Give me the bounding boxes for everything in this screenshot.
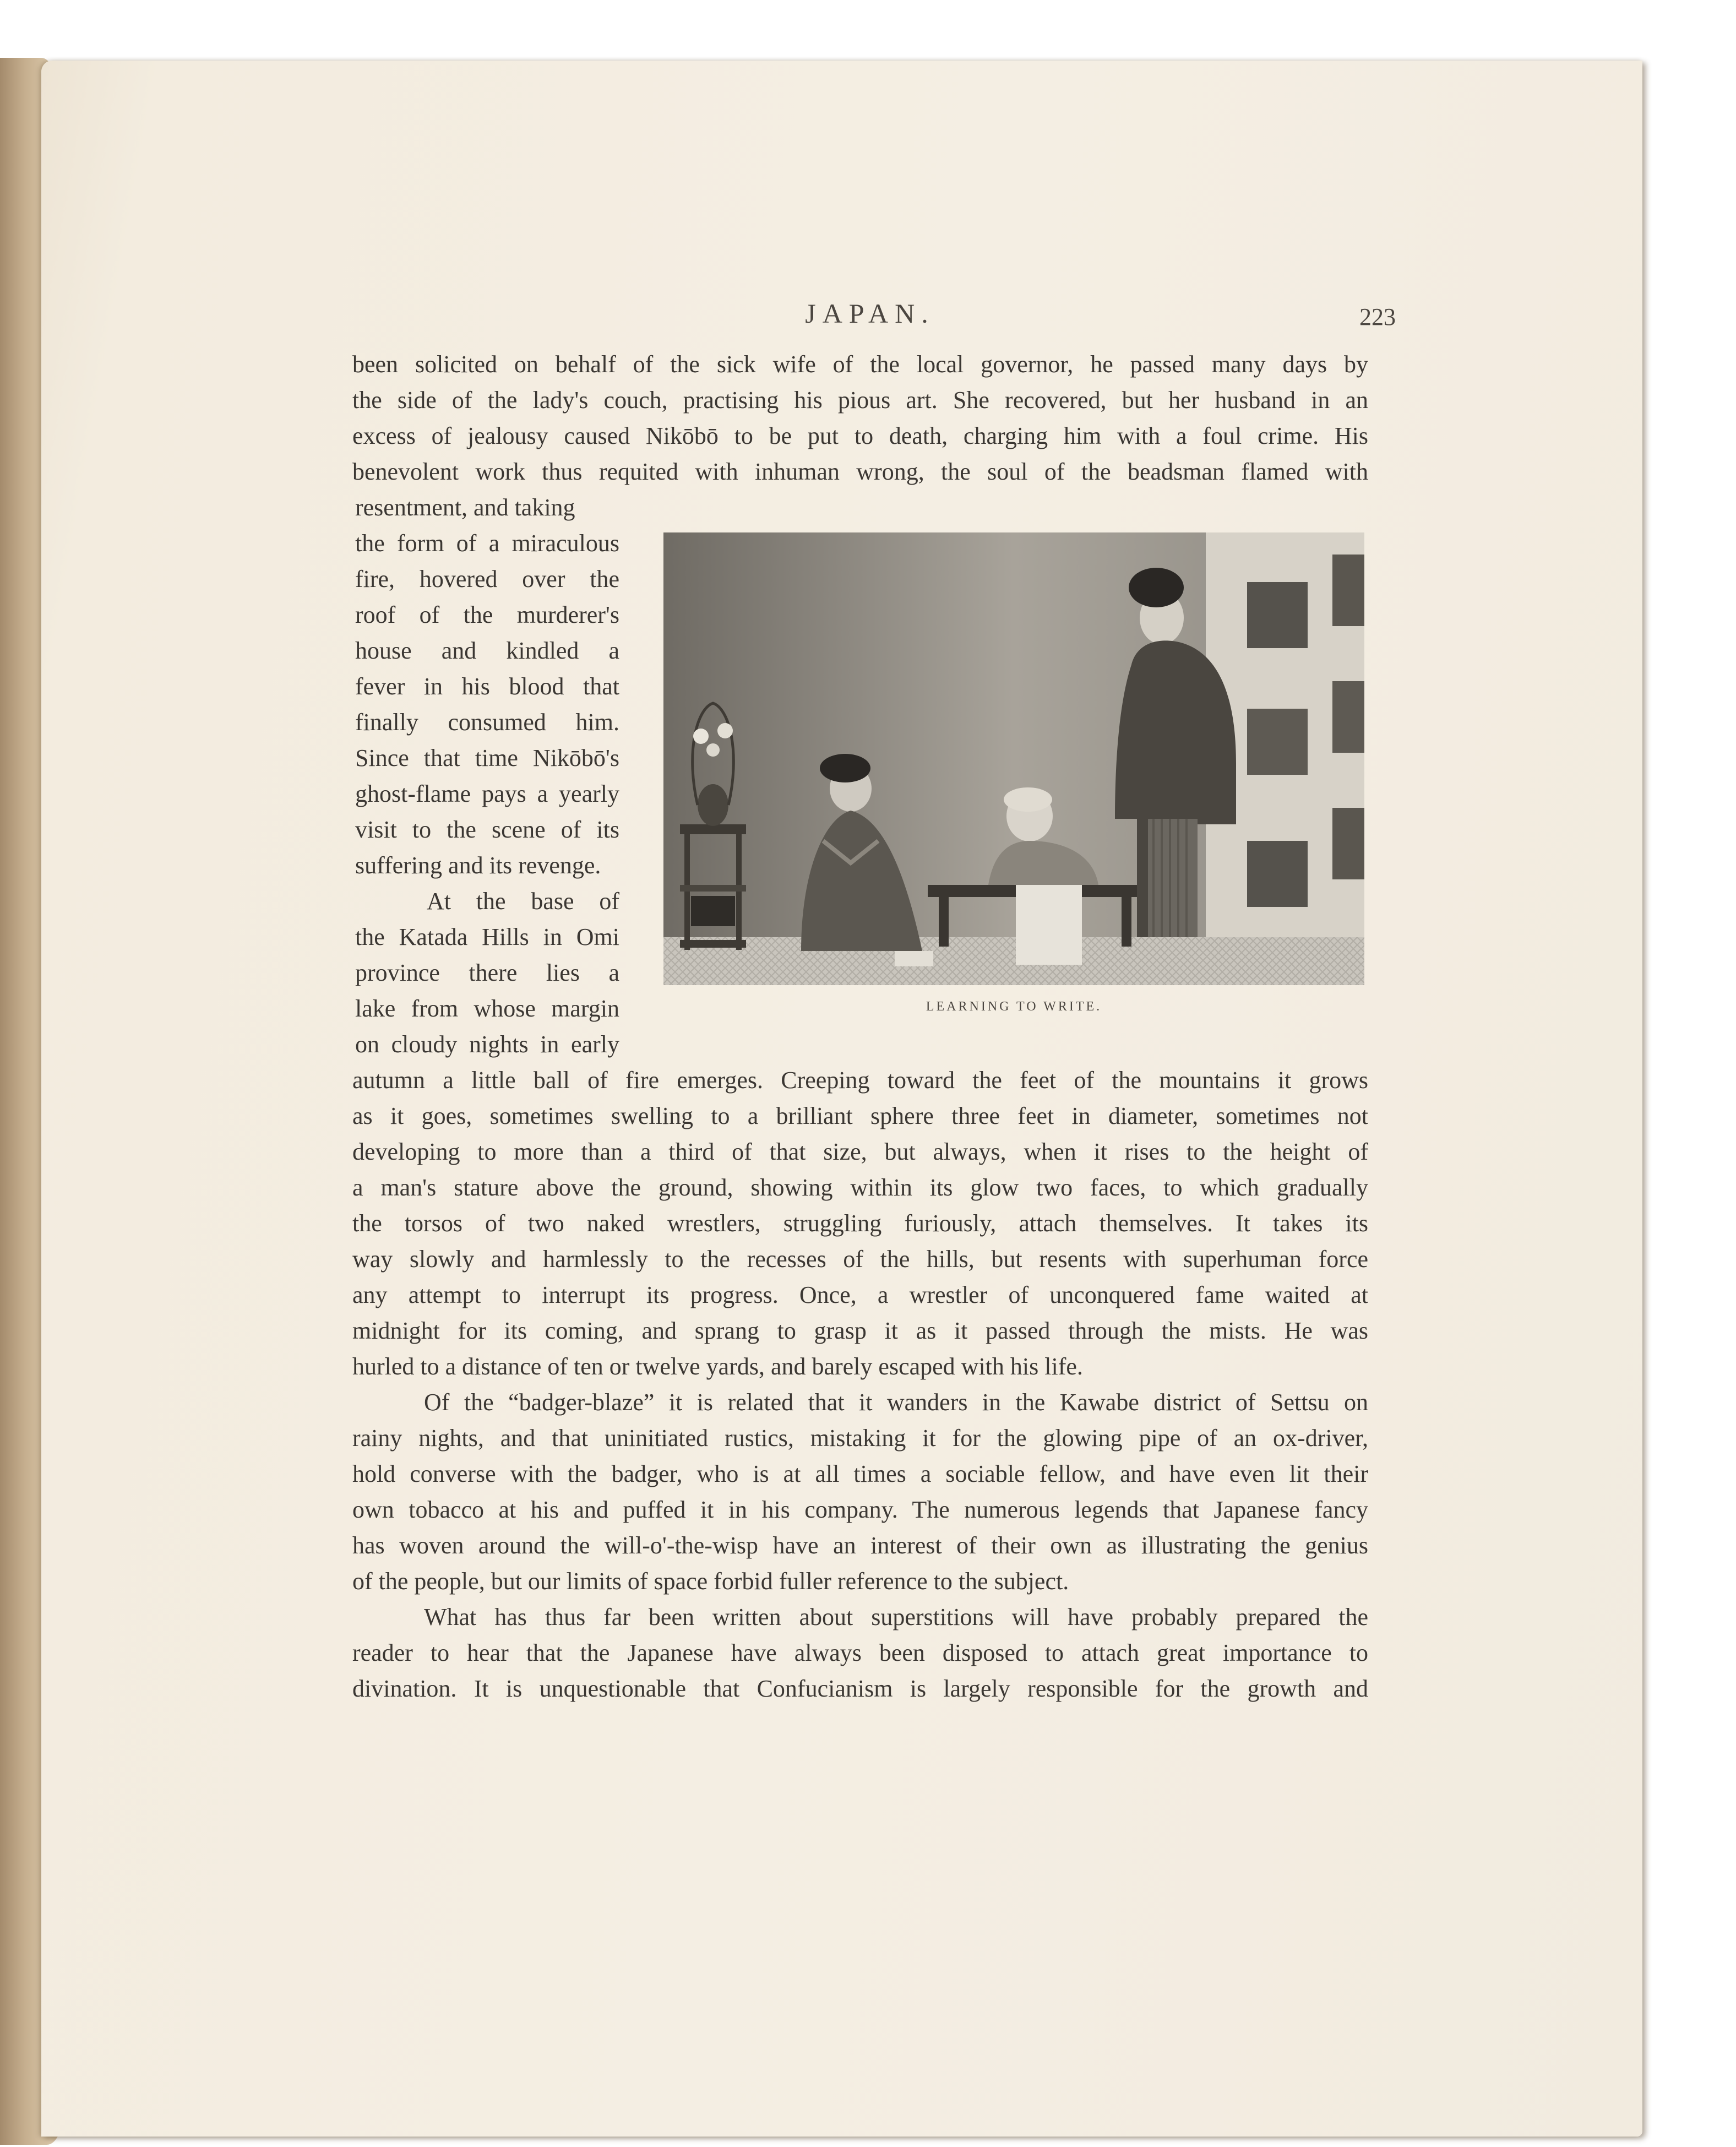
text-line: excess of jealousy caused Nikōbō to be put to death, charging him with a foul crime. His (352, 422, 1368, 449)
photograph-illustration (663, 532, 1364, 985)
text-line: as it goes, sometimes swelling to a brilliant sphere three feet in diameter, sometimes not (352, 1102, 1368, 1129)
photo-caption: LEARNING TO WRITE. (926, 999, 1102, 1014)
text-line: developing to more than a third of that size, but always, when it rises to the height of (352, 1138, 1368, 1165)
text-line: resentment, and taking (355, 494, 575, 521)
page-number: 223 (1359, 303, 1396, 330)
text-line: the torsos of two naked wrestlers, struggling furiously, attach themselves. It takes its (352, 1210, 1368, 1237)
text-line: Since that time Nikōbō's (355, 744, 619, 771)
text-line: ghost-flame pays a yearly (355, 780, 619, 807)
text-line: suffering and its revenge. (355, 852, 601, 879)
text-line: autumn a little ball of fire emerges. Creeping toward the feet of the mountains it grows (352, 1067, 1368, 1094)
text-line: own tobacco at his and puffed it in his company. The numerous legends that Japanese fancy (352, 1496, 1368, 1523)
text-line: hurled to a distance of ten or twelve yards, and barely escaped with his life. (352, 1353, 1083, 1380)
text-line: province there lies a (355, 959, 619, 986)
text-line: visit to the scene of its (355, 816, 619, 843)
text-line: way slowly and harmlessly to the recesses of the hills, but resents with superhuman force (352, 1246, 1368, 1273)
text-line: fever in his blood that (355, 673, 619, 700)
text-line: has woven around the will-o'-the-wisp have an interest of their own as illustrating the genius (352, 1532, 1368, 1559)
text-line: a man's stature above the ground, showing within its glow two faces, to which gradually (352, 1174, 1368, 1201)
text-line: on cloudy nights in early (355, 1031, 619, 1058)
photograph (663, 532, 1364, 985)
text-line: been solicited on behalf of the sick wife of the local governor, he passed many days by (352, 351, 1368, 378)
text-line: the Katada Hills in Omi (355, 923, 619, 950)
text-line: the form of a miraculous (355, 530, 619, 557)
text-line: rainy nights, and that uninitiated rustics, mistaking it for the glowing pipe of an ox-driver, (352, 1425, 1368, 1452)
text-line: hold converse with the badger, who is at all times a sociable fellow, and have even lit their (352, 1460, 1368, 1487)
text-line: lake from whose margin (355, 995, 619, 1022)
running-head: JAPAN. (805, 298, 935, 329)
text-line: roof of the murderer's (355, 601, 619, 628)
text-line: midnight for its coming, and sprang to grasp it as it passed through the mists. He was (352, 1317, 1368, 1344)
text-line: What has thus far been written about superstitions will have probably prepared the (424, 1604, 1368, 1630)
text-line: finally consumed him. (355, 709, 619, 736)
text-line: Of the “badger-blaze” it is related that it wanders in the Kawabe district of Settsu on (424, 1389, 1368, 1416)
text-line: divination. It is unquestionable that Confucianism is largely responsible for the growth and (352, 1675, 1368, 1702)
text-line: of the people, but our limits of space forbid fuller reference to the subject. (352, 1568, 1069, 1595)
text-line: reader to hear that the Japanese have always been disposed to attach great importance to (352, 1639, 1368, 1666)
text-line: At the base of (427, 888, 619, 915)
text-line: the side of the lady's couch, practising his pious art. She recovered, but her husband in an (352, 387, 1368, 414)
text-line: house and kindled a (355, 637, 619, 664)
text-line: any attempt to interrupt its progress. Once, a wrestler of unconquered fame waited at (352, 1281, 1368, 1308)
text-line: benevolent work thus requited with inhuman wrong, the soul of the beadsman flamed with (352, 458, 1368, 485)
text-line: fire, hovered over the (355, 566, 619, 593)
